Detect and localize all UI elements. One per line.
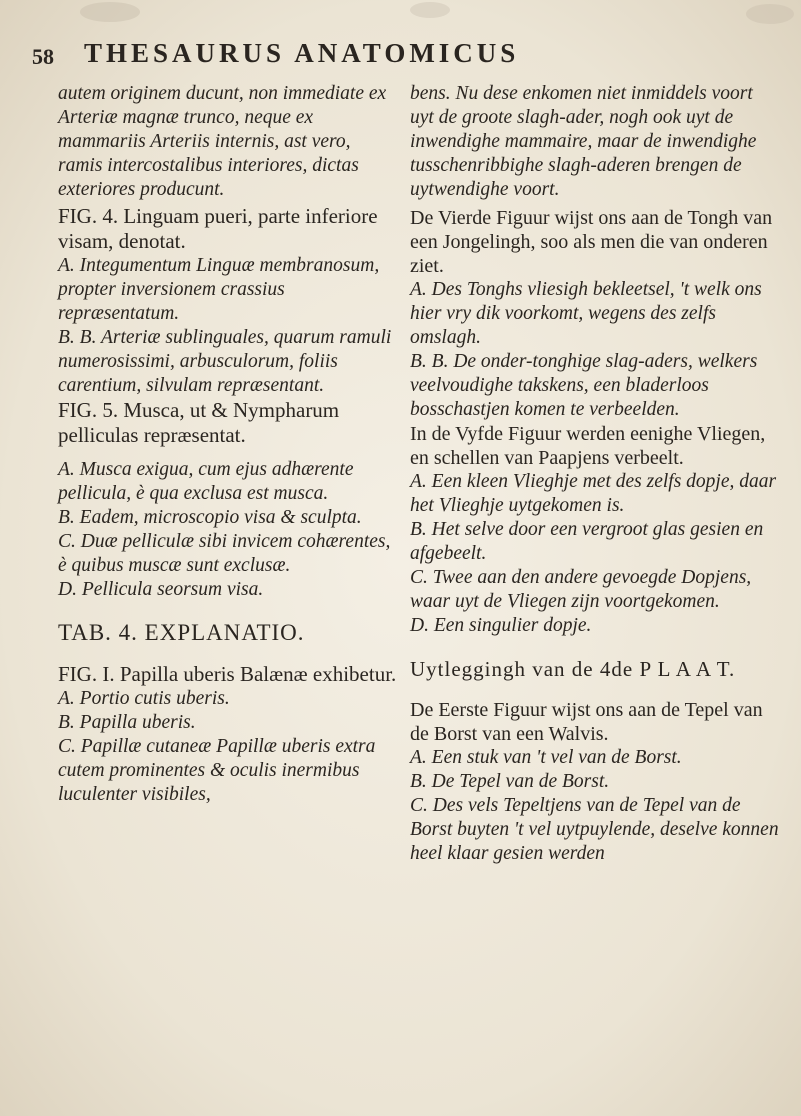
latin-fig1-heading: FIG. I. Papilla uberis Balænæ exhibetur. [58, 662, 397, 686]
latin-fig1-c: C. Papillæ cutaneæ Papillæ uberis extra cutem prominentes & oculis inermibus luculenter visibiles, [58, 736, 376, 805]
latin-fig4-a: A. Integumentum Linguæ membranosum, propter inversionem crassius repræsentatum. [58, 255, 380, 324]
dutch-fig5-b: B. Het selve door een vergroot glas gesien en afgebeelt. [410, 519, 764, 564]
running-title: THESAURUS ANATOMICUS [84, 38, 520, 68]
latin-intro: autem originem ducunt, non immediate ex Arteriæ magnæ trunco, neque ex mammariis Arteriis internis, ast vero, ramis intercostalibus interiores, dictas exteriores producunt. [58, 83, 387, 200]
dutch-fig5-heading: In de Vyfde Figuur werden eenighe Vliegen, en schellen van Paapjens verbeelt. [410, 423, 766, 469]
latin-fig5-b: B. Eadem, microscopio visa & sculpta. [58, 507, 362, 528]
latin-fig1-a: A. Portio cutis uberis. [58, 688, 230, 709]
dutch-fig4-a: A. Des Tonghs vliesigh bekleetsel, 't welk ons hier vry dik voorkomt, wegens des zelfs omslagh. [410, 279, 762, 348]
dutch-tab-heading: Uytleggingh van de 4de P L A A T. [410, 657, 736, 681]
page-stain-decoration [0, 0, 801, 40]
dutch-fig1-c: C. Des vels Tepeltjens van de Tepel van de Borst buyten 't vel uytpuylende, deselve konnen heel klaar gesien werden [410, 795, 779, 864]
latin-fig4-bb: B. B. Arteriæ sublinguales, quarum ramuli numerosissimi, arbusculorum, foliis carentium, silvulam repræsentant. [58, 327, 392, 396]
dutch-intro: bens. Nu dese enkomen niet inmiddels voort uyt de groote slagh-ader, nogh ook uyt de inwendighe mammaire, maar de inwendighe tusschenribbighe slagh-aderen brengen de uytwendighe voort. [410, 83, 757, 200]
latin-column [58, 82, 398, 807]
latin-fig5-c: C. Duæ pelliculæ sibi invicem cohærentes, è quibus muscæ sunt exclusæ. [58, 531, 391, 576]
page-header [28, 38, 768, 78]
latin-fig5-d: D. Pellicula seorsum visa. [58, 579, 264, 600]
latin-fig1-b: B. Papilla uberis. [58, 712, 196, 733]
dutch-fig4-heading: De Vierde Figuur wijst ons aan de Tongh van een Jongelingh, soo als men die van onderen ziet. [410, 207, 773, 277]
dutch-fig1-a: A. Een stuk van 't vel van de Borst. [410, 747, 682, 768]
latin-tab-heading: TAB. 4. EXPLANATIO. [58, 620, 305, 645]
dutch-fig5-a: A. Een kleen Vlieghje met des zelfs dopje, daar het Vlieghje uytgekomen is. [410, 471, 777, 516]
dutch-column [410, 82, 780, 866]
dutch-fig5-d: D. Een singulier dopje. [410, 615, 592, 636]
dutch-fig1-b: B. De Tepel van de Borst. [410, 771, 610, 792]
latin-fig5-a: A. Musca exigua, cum ejus adhærente pellicula, è qua exclusa est musca. [58, 459, 354, 504]
dutch-fig1-heading: De Eerste Figuur wijst ons aan de Tepel van de Borst van een Walvis. [410, 699, 763, 745]
page-number: 58 [32, 44, 54, 69]
latin-fig5-heading: FIG. 5. Musca, ut & Nympharum pelliculas repræsentat. [58, 398, 340, 447]
dutch-fig4-bb: B. B. De onder-tonghige slag-aders, welkers veelvoudighe takskens, een bladerloos bosschastjen komen te verbeelden. [410, 351, 758, 420]
latin-fig4-heading: FIG. 4. Linguam pueri, parte inferiore visam, denotat. [58, 204, 378, 253]
dutch-fig5-c: C. Twee aan den andere gevoegde Dopjens, waar uyt de Vliegen zijn voortgekomen. [410, 567, 752, 612]
